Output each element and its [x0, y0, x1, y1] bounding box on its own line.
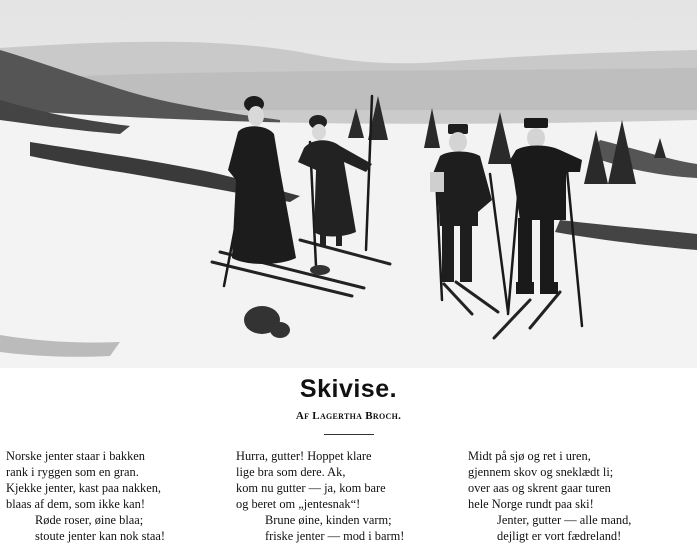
title-divider — [324, 434, 374, 435]
stanza-line: lige bra som dere. Ak, — [236, 465, 346, 479]
stanza-line: over aas og skrent gaar turen — [468, 481, 611, 495]
stanza-line: blaas af dem, som ikke kan! — [6, 497, 146, 511]
poem-title: Skivise. — [299, 375, 398, 403]
stanza-line: dejligt er vort fædreland! — [497, 529, 622, 543]
stanza-line: Norske jenter staar i bakken — [6, 449, 145, 463]
poem-author: Af Lagertha Broch. — [295, 410, 402, 422]
stanza-line: stoute jenter kan nok staa! — [35, 529, 166, 543]
stanza-line: gjennem skov og sneklædt li; — [468, 465, 614, 479]
stanza-line: kom nu gutter — ja, kom bare — [236, 481, 386, 495]
stanza-line: Hurra, gutter! Hoppet klare — [236, 449, 372, 463]
stanza-line: Kjekke jenter, kast paa nakken, — [6, 481, 162, 495]
stanza-3 — [468, 448, 631, 544]
stanza-2 — [236, 448, 404, 544]
stanza-line: hele Norge rundt paa ski! — [468, 497, 594, 511]
stanza-line: Brune øine, kinden varm; — [265, 513, 392, 527]
stanza-line: Jenter, gutter — alle mand, — [497, 513, 632, 527]
stanza-line: Røde roser, øine blaa; — [35, 513, 144, 527]
stanza-line: rank i ryggen som en gran. — [6, 465, 139, 479]
stanza-line: og beret om „jentesnak“! — [236, 497, 361, 511]
stanza-line: friske jenter — mod i barm! — [265, 529, 405, 543]
stanza-1 — [6, 448, 165, 544]
stanza-line: Midt på sjø og ret i uren, — [468, 449, 591, 463]
